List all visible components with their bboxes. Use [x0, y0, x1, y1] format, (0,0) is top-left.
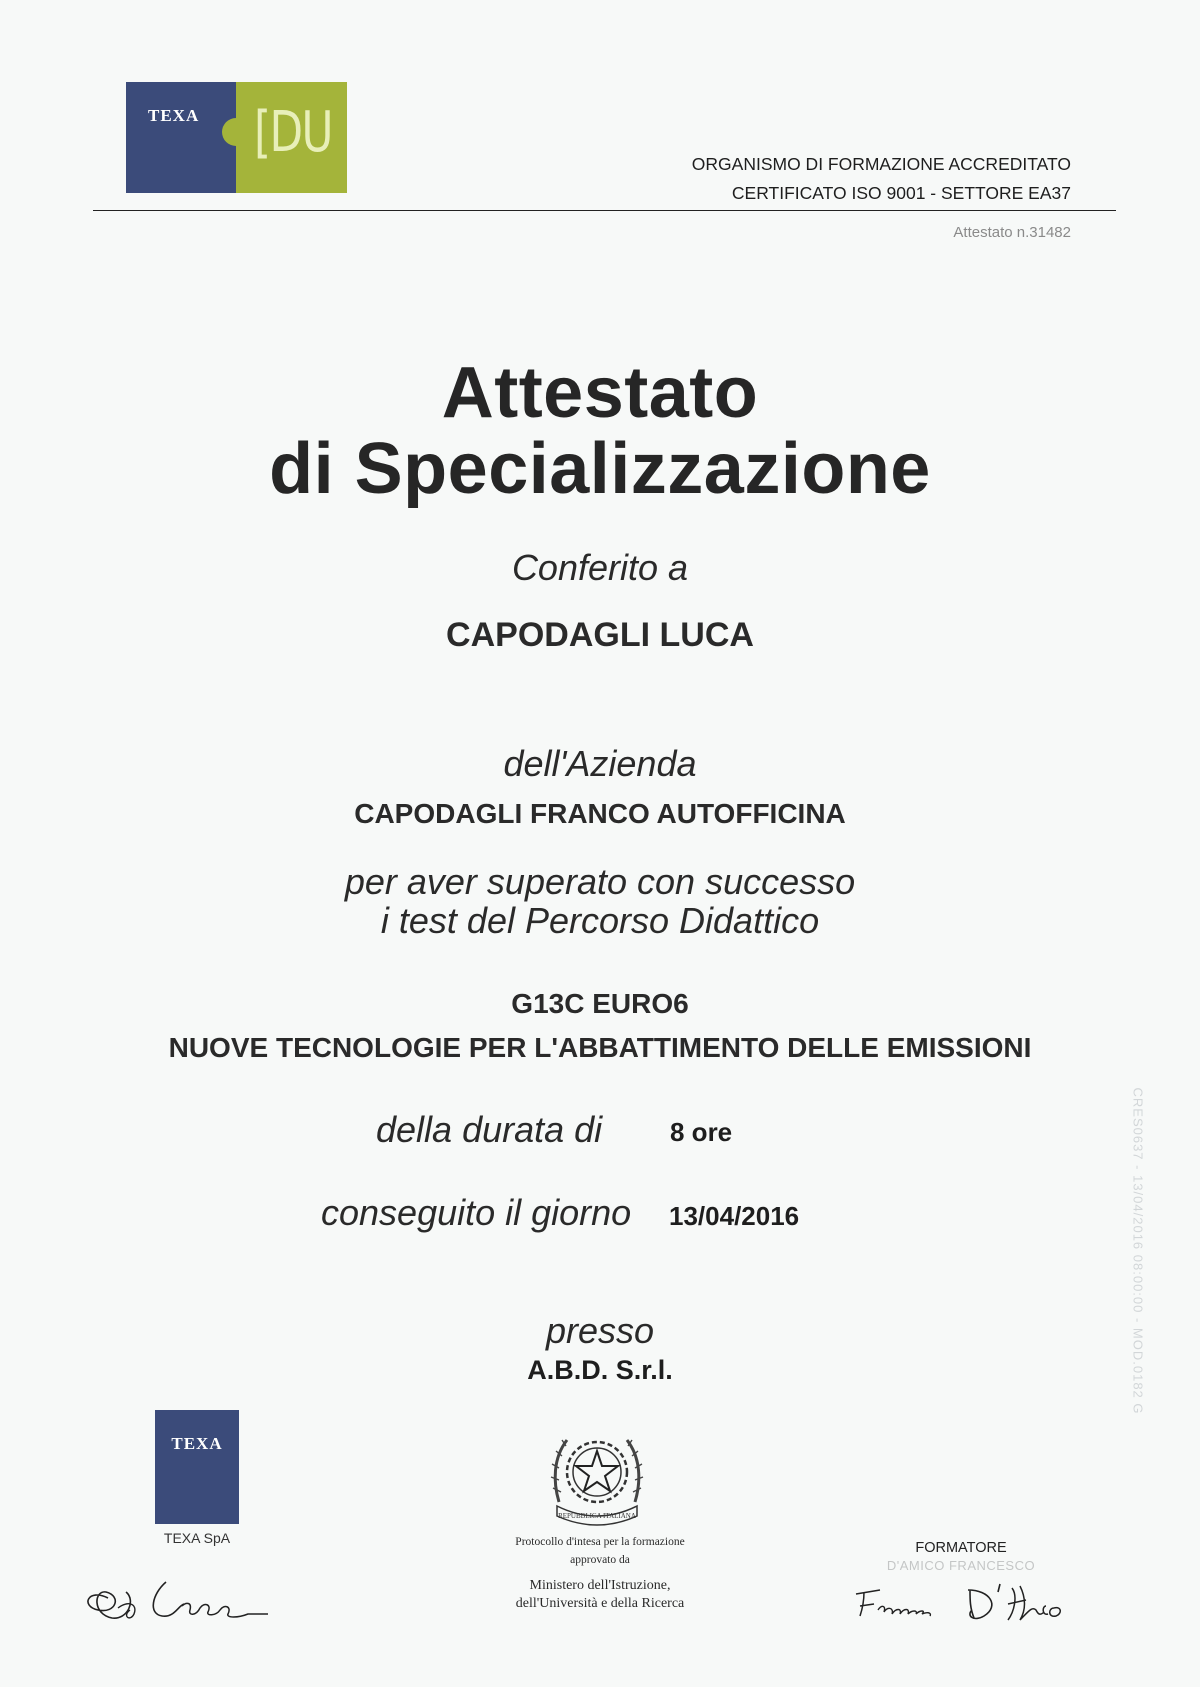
logo-bottom-texa-text: TEXA	[171, 1434, 223, 1453]
duration-value: 8 ore	[670, 1117, 733, 1147]
course-code: G13C EURO6	[511, 988, 689, 1019]
signature-right-icon	[850, 1576, 1080, 1626]
signature-left-icon	[78, 1570, 278, 1630]
texa-logo-bottom	[155, 1410, 239, 1524]
logo-edu-text: [DU	[254, 100, 332, 165]
protocol-line-1: Protocollo d'intesa per la formazione	[515, 1536, 685, 1548]
side-document-code: CRES0637 - 13/04/2016 08:00:00 - MOD.0182 G	[1130, 1087, 1146, 1415]
texa-edu-logo	[126, 82, 347, 193]
texa-spa-label: TEXA SpA	[163, 1530, 231, 1546]
recipient-name: CAPODAGLI LUCA	[446, 616, 754, 654]
logo-puzzle-notch	[222, 118, 250, 146]
title-line-2: di Specializzazione	[269, 429, 931, 509]
provider-name: A.B.D. S.r.l.	[527, 1355, 673, 1385]
conferito-label: Conferito a	[511, 547, 689, 588]
protocol-line-2: approvato da	[570, 1554, 630, 1566]
certificate-number: Attestato n.31482	[953, 224, 1071, 241]
ministry-line-1: Ministero dell'Istruzione,	[529, 1578, 671, 1593]
formatore-label: FORMATORE	[915, 1540, 1007, 1556]
ministry-line-2: dell'Università e della Ricerca	[515, 1596, 685, 1611]
azienda-label: dell'Azienda	[503, 743, 697, 784]
header-divider	[93, 210, 1116, 211]
logo-texa-text: TEXA	[148, 106, 200, 125]
title-line-1: Attestato	[441, 353, 759, 433]
duration-label: della durata di	[376, 1109, 603, 1150]
achievement-line-1: per aver superato con successo	[344, 861, 856, 902]
presso-label: presso	[545, 1310, 655, 1351]
logo-blue-block	[126, 82, 236, 193]
date-label: conseguito il giorno	[321, 1192, 632, 1233]
achievement-line-2: i test del Percorso Didattico	[380, 900, 820, 941]
emblem-ribbon-text: REPUBBLICA ITALIANA	[558, 1512, 636, 1520]
course-title: NUOVE TECNOLOGIE PER L'ABBATTIMENTO DELLE EMISSIONI	[168, 1032, 1032, 1063]
accreditation-line-2: CERTIFICATO ISO 9001 - SETTORE EA37	[731, 183, 1071, 203]
accreditation-line-1: ORGANISMO DI FORMAZIONE ACCREDITATO	[691, 154, 1071, 174]
company-name: CAPODAGLI FRANCO AUTOFFICINA	[354, 798, 846, 829]
italian-republic-emblem-icon	[549, 1422, 645, 1532]
achievement-text	[0, 862, 1200, 940]
date-value: 13/04/2016	[669, 1201, 800, 1231]
formatore-name: D'AMICO FRANCESCO	[886, 1558, 1036, 1573]
certificate-title	[0, 355, 1200, 507]
accreditation-block	[692, 150, 1071, 208]
